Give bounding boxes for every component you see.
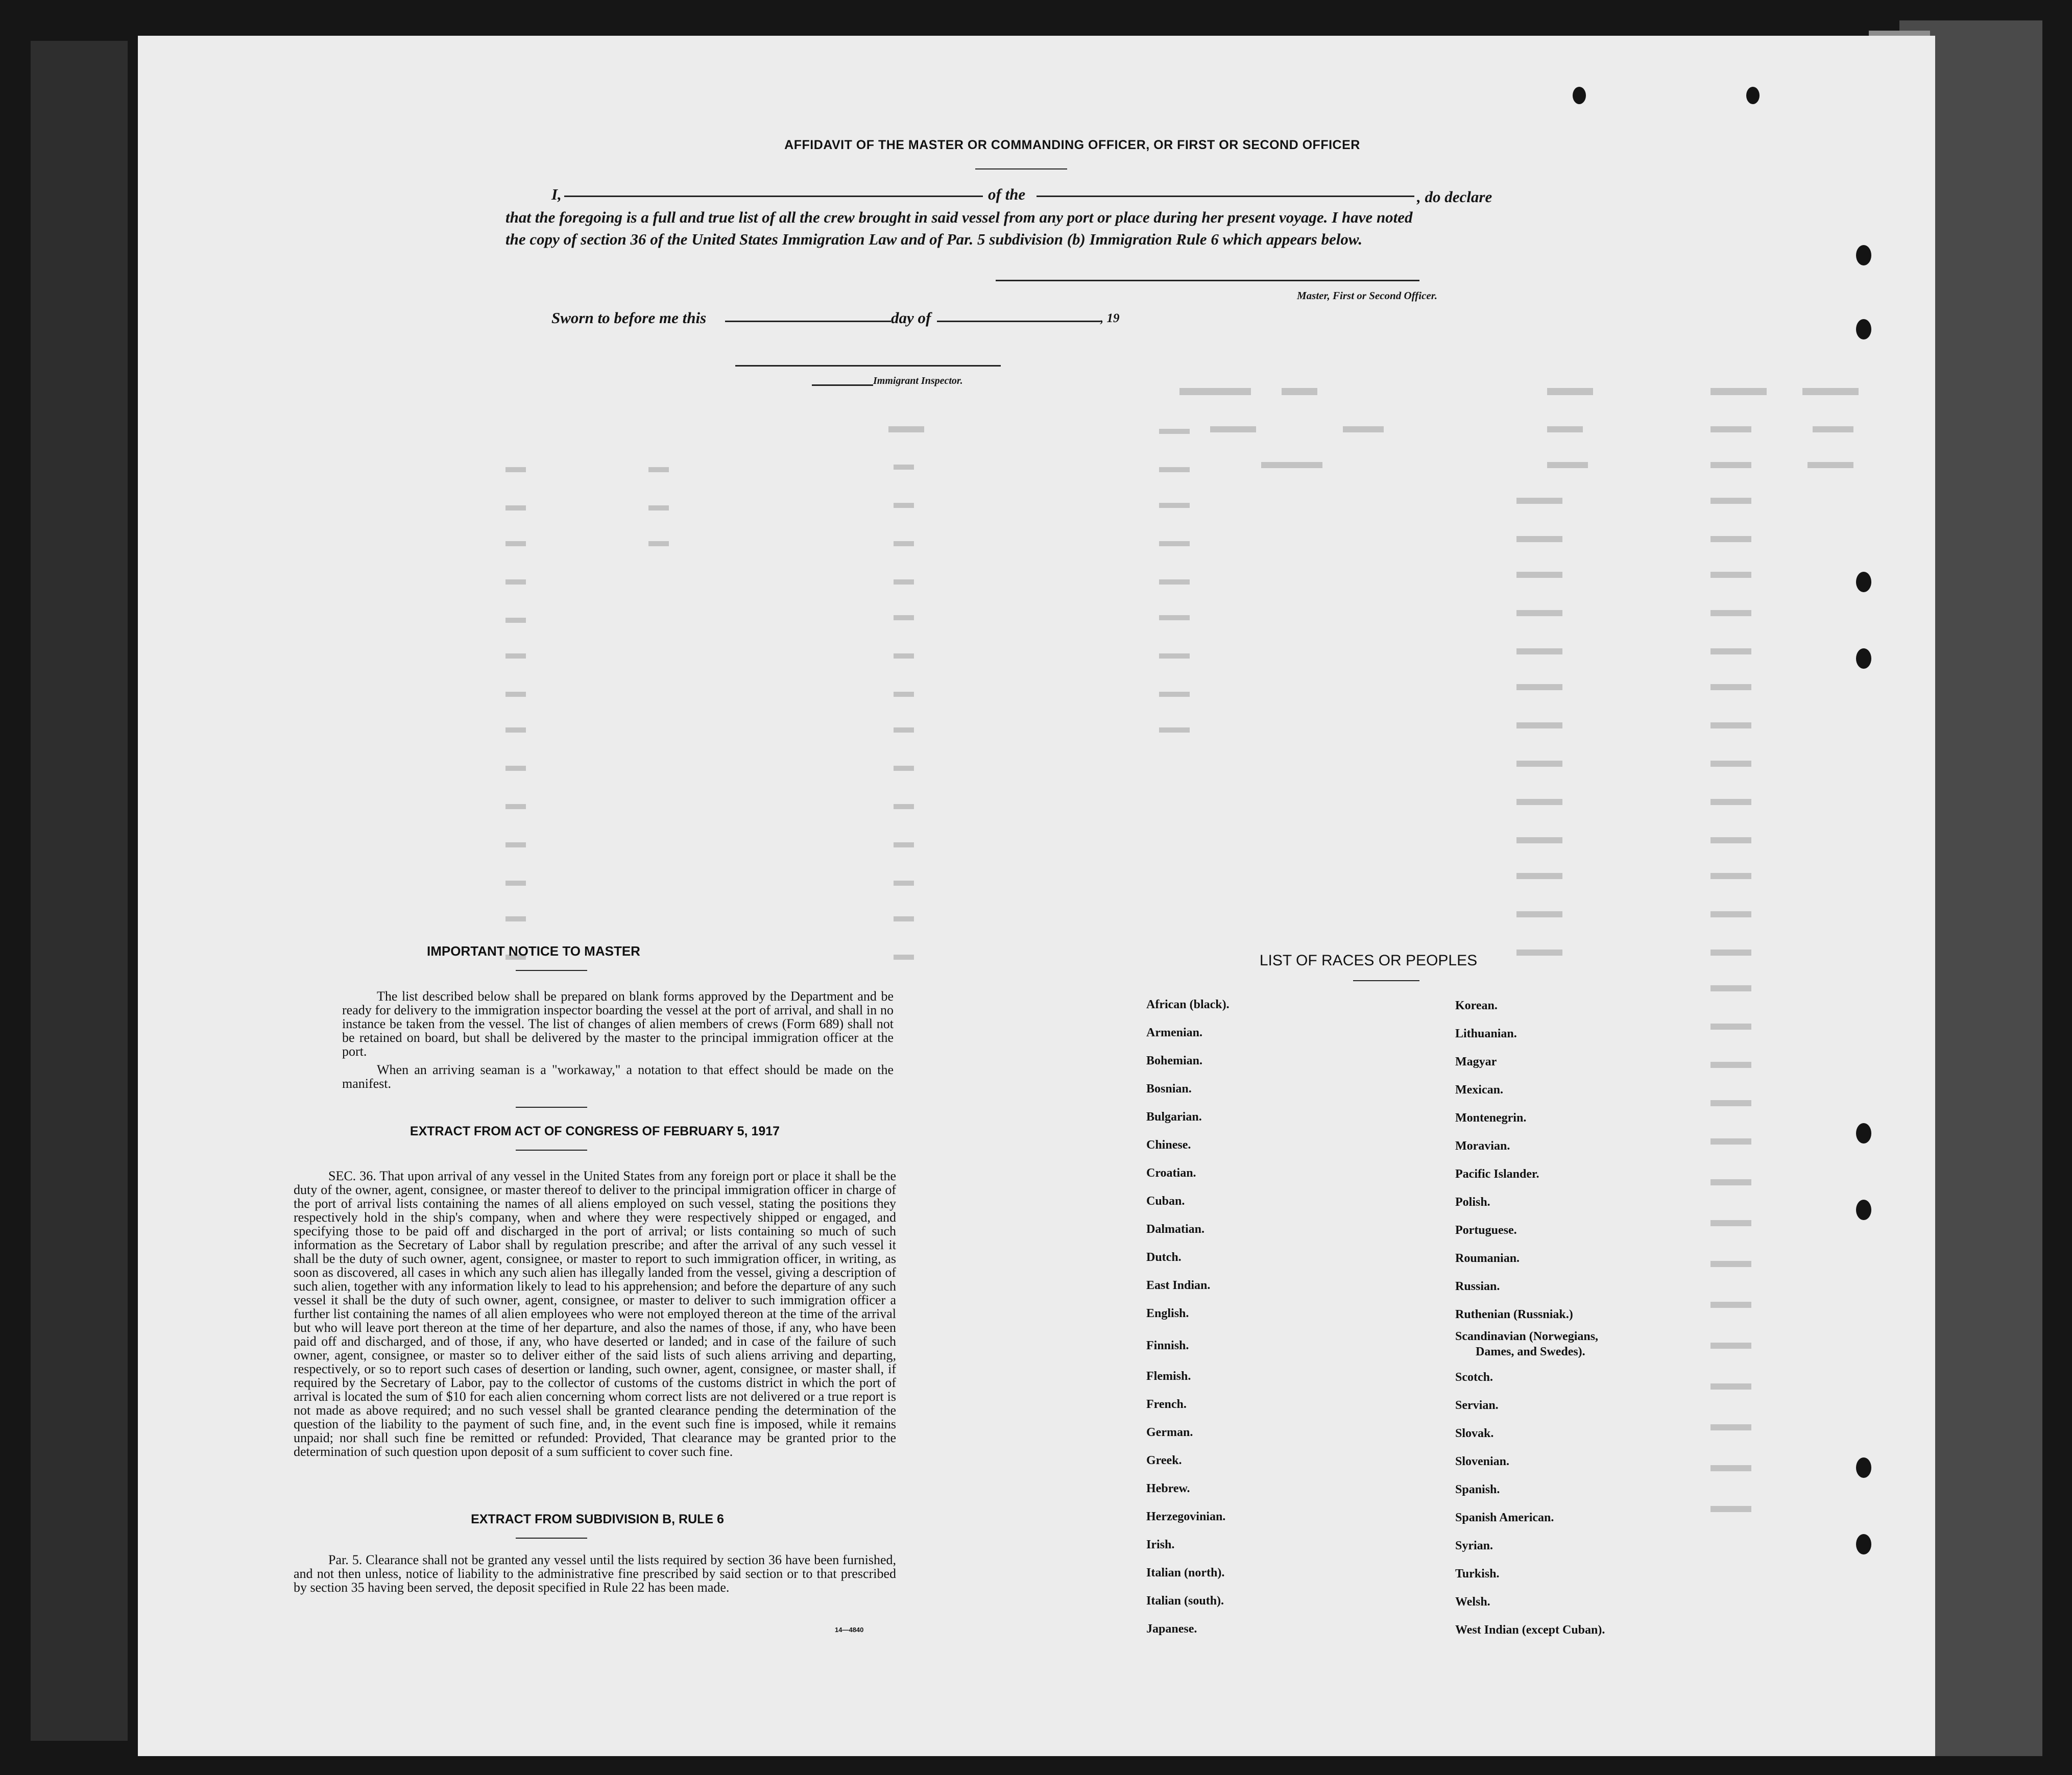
race-list-item: German. (1146, 1426, 1193, 1439)
bleed-mark (894, 916, 914, 921)
rule-par-5-text: Par. 5. Clearance shall not be granted any vessel until the lists required by section 36 have been furnished, and not then unless, notice of liability to the administrative fine prescribed by said section or to that prescribed by section 35 having been served, the deposit specified in Rule 22 has been made. (294, 1552, 896, 1595)
race-list-item: Scotch. (1455, 1371, 1493, 1384)
notice-title-underline (516, 970, 587, 971)
bleed-mark (1710, 684, 1751, 690)
bleed-mark (1808, 462, 1853, 468)
bleed-mark (1710, 1506, 1751, 1512)
bleed-mark (1710, 1465, 1751, 1471)
bleed-mark (1516, 610, 1562, 616)
bleed-mark (505, 467, 526, 472)
affidavit-title: AFFIDAVIT OF THE MASTER OR COMMANDING OFFICER, OR FIRST OR SECOND OFFICER (784, 138, 1360, 152)
act-title-underline (516, 1150, 587, 1151)
bleed-mark (1159, 727, 1190, 733)
bleed-mark (1516, 837, 1562, 843)
vessel-blank-line[interactable] (1037, 196, 1414, 197)
rule-title-underline (516, 1538, 587, 1539)
bleed-mark (1813, 426, 1853, 432)
bleed-mark (1710, 1261, 1751, 1267)
race-list-item: Welsh. (1455, 1595, 1490, 1609)
bleed-mark (894, 766, 914, 771)
bleed-mark (648, 467, 669, 472)
bleed-mark (1210, 426, 1256, 432)
race-list-item: Croatian. (1146, 1166, 1196, 1180)
race-list-item: Lithuanian. (1455, 1027, 1517, 1040)
inspector-caption-rule (812, 384, 873, 386)
bleed-mark (894, 692, 914, 697)
bleed-mark (1710, 388, 1767, 395)
bleed-mark (1710, 1424, 1751, 1430)
race-list-item: Mexican. (1455, 1083, 1503, 1097)
race-list-item: Magyar (1455, 1055, 1497, 1068)
bleed-mark (505, 653, 526, 659)
affidavit-line3: the copy of section 36 of the United States Immigration Law and of Par. 5 subdivision (b) Immigration Rule 6 which appears below. (505, 230, 1363, 248)
bleed-mark (1710, 911, 1751, 917)
bleed-mark (505, 618, 526, 623)
race-list-item: Chinese. (1146, 1138, 1191, 1152)
bleed-mark (505, 842, 526, 847)
act-extract-title: EXTRACT FROM ACT OF CONGRESS OF FEBRUARY 5, 1917 (409, 1124, 780, 1138)
race-list-item: Italian (north). (1146, 1566, 1225, 1579)
bleed-through-marks (138, 36, 1935, 1756)
bleed-mark (1710, 799, 1751, 805)
bleed-mark (1516, 873, 1562, 879)
bleed-mark (1516, 648, 1562, 654)
bleed-mark (1516, 911, 1562, 917)
sworn-year: , 19 (1100, 311, 1120, 325)
bleed-mark (1710, 648, 1751, 654)
bleed-mark (1710, 1302, 1751, 1308)
binder-strip (31, 41, 128, 1741)
sworn-day: day of (891, 309, 931, 327)
bleed-mark (1710, 426, 1751, 432)
race-list-item: Spanish. (1455, 1483, 1500, 1496)
inspector-caption: Immigrant Inspector. (873, 375, 963, 386)
notice-paragraph-1: The list described below shall be prepared on blank forms approved by the Department and be ready for delivery to the immigration inspector boarding the vessel at the port of arrival, and shall in no instance be taken from the vessel. The list of changes of alien members of crews (Form 689) shall not be retained on board, but shall be delivered by the master to the principal immigration officer at the port. (342, 989, 894, 1059)
bleed-mark (648, 541, 669, 546)
act-section-36-text: SEC. 36. That upon arrival of any vessel in the United States from any foreign port or place it shall be the duty of the owner, agent, consignee, or master thereof to deliver to the principal immigration officer in charge of the port of arrival lists containing the names of all aliens employed on such vessel, stating the positions they respectively hold in the ship's company, when and where they were respectively shipped or engaged, and specifying those to be paid off and discharged in the port of arrival; or lists containing so much of such information as the Secretary of Labor shall by regulation prescribe; and after the arrival of any such vessel it shall be the duty of such owner, agent, consignee, or master to report to such immigration officer, in writing, as soon as discovered, all cases in which any such alien has illegally landed from the vessel, giving a description of such alien, together with any information likely to lead to his apprehension; and before the departure of any such vessel it shall be the duty of such owner, agent, consignee, or master to deliver to such immigration officer a further list containing the names of all alien employees who were not employed thereon at the time of the arrival but who will leave port thereon at the time of her departure, and also the names of those, if any, who have been paid off and discharged, and of those, if any, who have deserted or landed; and in case of the failure of such owner, agent, consignee, or master so to deliver either of the said lists of such aliens arriving and departing, respectively, or so to report such cases of desertion or landing, such owner, agent, consignee, or master shall, if required by the Secretary of Labor, pay to the collector of customs of the customs district in which the port of arrival is located the sum of $10 for each alien concerning whom correct lists are not delivered or a true report is not made as above required; and no such vessel shall be granted clearance pending the determination of the question of the liability to the payment of such fine, and, in the event such fine is imposed, while it remains unpaid; nor shall such fine be remitted or refunded: Provided, That clearance may be granted prior to the determination of such question upon deposit of a sum sufficient to cover such fine. (294, 1169, 896, 1459)
race-list-item: Spanish American. (1455, 1511, 1554, 1524)
sworn-prefix: Sworn to before me this (551, 309, 707, 327)
bleed-mark (505, 916, 526, 921)
bleed-mark (888, 426, 924, 432)
bleed-mark (1159, 429, 1190, 434)
race-list-item: Turkish. (1455, 1567, 1500, 1581)
bleed-mark (1710, 1138, 1751, 1145)
bleed-mark (1159, 653, 1190, 659)
race-list-item: Cuban. (1146, 1195, 1185, 1208)
affidavit-line1-start: I, (551, 185, 562, 203)
affidavit-line1-end: , do declare (1417, 188, 1492, 206)
bleed-mark (1710, 1062, 1751, 1068)
manifest-page (138, 36, 1935, 1756)
race-list-item: Armenian. (1146, 1026, 1202, 1039)
race-list-item: Pacific Islander. (1455, 1168, 1539, 1181)
bleed-mark (1710, 1024, 1751, 1030)
bleed-mark (1516, 799, 1562, 805)
race-list-item: Slovenian. (1455, 1455, 1510, 1468)
signature-line[interactable] (996, 280, 1419, 281)
name-blank-line[interactable] (564, 196, 983, 197)
race-list-item: Dutch. (1146, 1251, 1182, 1264)
affidavit-line2: that the foregoing is a full and true list of all the crew brought in said vessel from any port or place during her present voyage. I have noted (505, 208, 1413, 226)
race-list-item: East Indian. (1146, 1279, 1211, 1292)
race-list-item: Italian (south). (1146, 1594, 1224, 1608)
race-list-item: Russian. (1455, 1280, 1500, 1293)
bleed-mark (1710, 1179, 1751, 1185)
form-number: 14—4840 (835, 1626, 864, 1634)
bleed-mark (1516, 498, 1562, 504)
race-list-item: English. (1146, 1307, 1189, 1320)
race-list-item: Irish. (1146, 1538, 1175, 1551)
affidavit-line1-mid: of the (988, 185, 1026, 203)
race-list-item: Polish. (1455, 1196, 1490, 1209)
bleed-mark (894, 881, 914, 886)
bleed-mark (1516, 761, 1562, 767)
bleed-mark (1516, 572, 1562, 578)
race-list-item: Syrian. (1455, 1539, 1493, 1552)
bleed-mark (1710, 462, 1751, 468)
race-list-item: Scandinavian (Norwegians, (1455, 1330, 1599, 1343)
bleed-mark (505, 692, 526, 697)
notice-divider (516, 1107, 587, 1108)
bleed-mark (894, 503, 914, 508)
race-list-item: Bulgarian. (1146, 1110, 1202, 1124)
bleed-mark (1710, 950, 1751, 956)
bleed-mark (505, 766, 526, 771)
race-list-item: French. (1146, 1398, 1187, 1411)
race-list-item: Bohemian. (1146, 1054, 1203, 1067)
race-list-item: Bosnian. (1146, 1082, 1192, 1096)
notice-title: IMPORTANT NOTICE TO MASTER (427, 943, 640, 959)
race-list-item: Herzegovinian. (1146, 1510, 1226, 1523)
bleed-mark (894, 804, 914, 809)
bleed-mark (1282, 388, 1317, 395)
race-list-item: Hebrew. (1146, 1482, 1190, 1495)
bleed-mark (1710, 837, 1751, 843)
inspector-signature-line[interactable] (735, 365, 1001, 367)
bleed-mark (1710, 1220, 1751, 1226)
bleed-mark (1710, 572, 1751, 578)
bleed-mark (505, 505, 526, 510)
bleed-mark (1159, 467, 1190, 472)
race-list-item: Roumanian. (1455, 1252, 1520, 1265)
title-underline (975, 168, 1067, 169)
race-list-item: Japanese. (1146, 1622, 1197, 1636)
bleed-mark (1159, 615, 1190, 620)
race-list-item: Greek. (1146, 1454, 1182, 1467)
signature-caption: Master, First or Second Officer. (1297, 289, 1437, 302)
race-list-item: Dalmatian. (1146, 1223, 1204, 1236)
race-list-item: Ruthenian (Russniak.) (1455, 1308, 1573, 1321)
bleed-mark (894, 579, 914, 585)
race-list-item: Servian. (1455, 1399, 1499, 1412)
bleed-mark (505, 579, 526, 585)
races-title: LIST OF RACES OR PEOPLES (1259, 952, 1478, 969)
bleed-mark (1710, 536, 1751, 542)
race-list-item: Montenegrin. (1455, 1111, 1527, 1125)
bleed-mark (1710, 985, 1751, 991)
bleed-mark (1547, 388, 1593, 395)
bleed-mark (505, 881, 526, 886)
bleed-mark (1516, 684, 1562, 690)
bleed-mark (1547, 426, 1583, 432)
bleed-mark (505, 541, 526, 546)
bleed-mark (894, 615, 914, 620)
race-list-item: African (black). (1146, 998, 1230, 1011)
bleed-mark (1159, 692, 1190, 697)
sworn-date-blank[interactable] (725, 321, 891, 322)
notice-paragraph-2: When an arriving seaman is a "workaway," a notation to that effect should be made on the manifest. (342, 1062, 894, 1091)
race-list-item: Finnish. (1146, 1339, 1189, 1352)
bleed-mark (894, 955, 914, 960)
bleed-mark (1159, 503, 1190, 508)
bleed-mark (894, 653, 914, 659)
bleed-mark (1516, 536, 1562, 542)
bleed-mark (1710, 722, 1751, 728)
races-title-underline (1353, 980, 1419, 981)
bleed-mark (1710, 1100, 1751, 1106)
bleed-mark (894, 727, 914, 733)
bleed-mark (1710, 498, 1751, 504)
bleed-mark (505, 727, 526, 733)
bleed-mark (1159, 579, 1190, 585)
sworn-month-blank[interactable] (937, 321, 1100, 322)
race-list-item: Dames, and Swedes). (1476, 1345, 1585, 1358)
race-list-item: Portuguese. (1455, 1224, 1517, 1237)
bleed-mark (1159, 541, 1190, 546)
race-list-item: Moravian. (1455, 1139, 1510, 1153)
bleed-mark (1710, 1343, 1751, 1349)
bleed-mark (1261, 462, 1322, 468)
bleed-mark (1710, 761, 1751, 767)
bleed-mark (894, 842, 914, 847)
race-list-item: Flemish. (1146, 1370, 1191, 1383)
bleed-mark (1343, 426, 1384, 432)
bleed-mark (648, 505, 669, 510)
bleed-mark (1547, 462, 1588, 468)
bleed-mark (1710, 610, 1751, 616)
bleed-mark (505, 804, 526, 809)
bleed-mark (1179, 388, 1251, 395)
bleed-mark (1710, 873, 1751, 879)
bleed-mark (1710, 1383, 1751, 1390)
rule-extract-title: EXTRACT FROM SUBDIVISION B, RULE 6 (471, 1512, 724, 1526)
race-list-item: Korean. (1455, 999, 1498, 1012)
bleed-mark (894, 541, 914, 546)
race-list-item: Slovak. (1455, 1427, 1494, 1440)
bleed-mark (1516, 722, 1562, 728)
bleed-mark (894, 465, 914, 470)
bleed-mark (1802, 388, 1859, 395)
race-list-item: West Indian (except Cuban). (1455, 1623, 1605, 1637)
